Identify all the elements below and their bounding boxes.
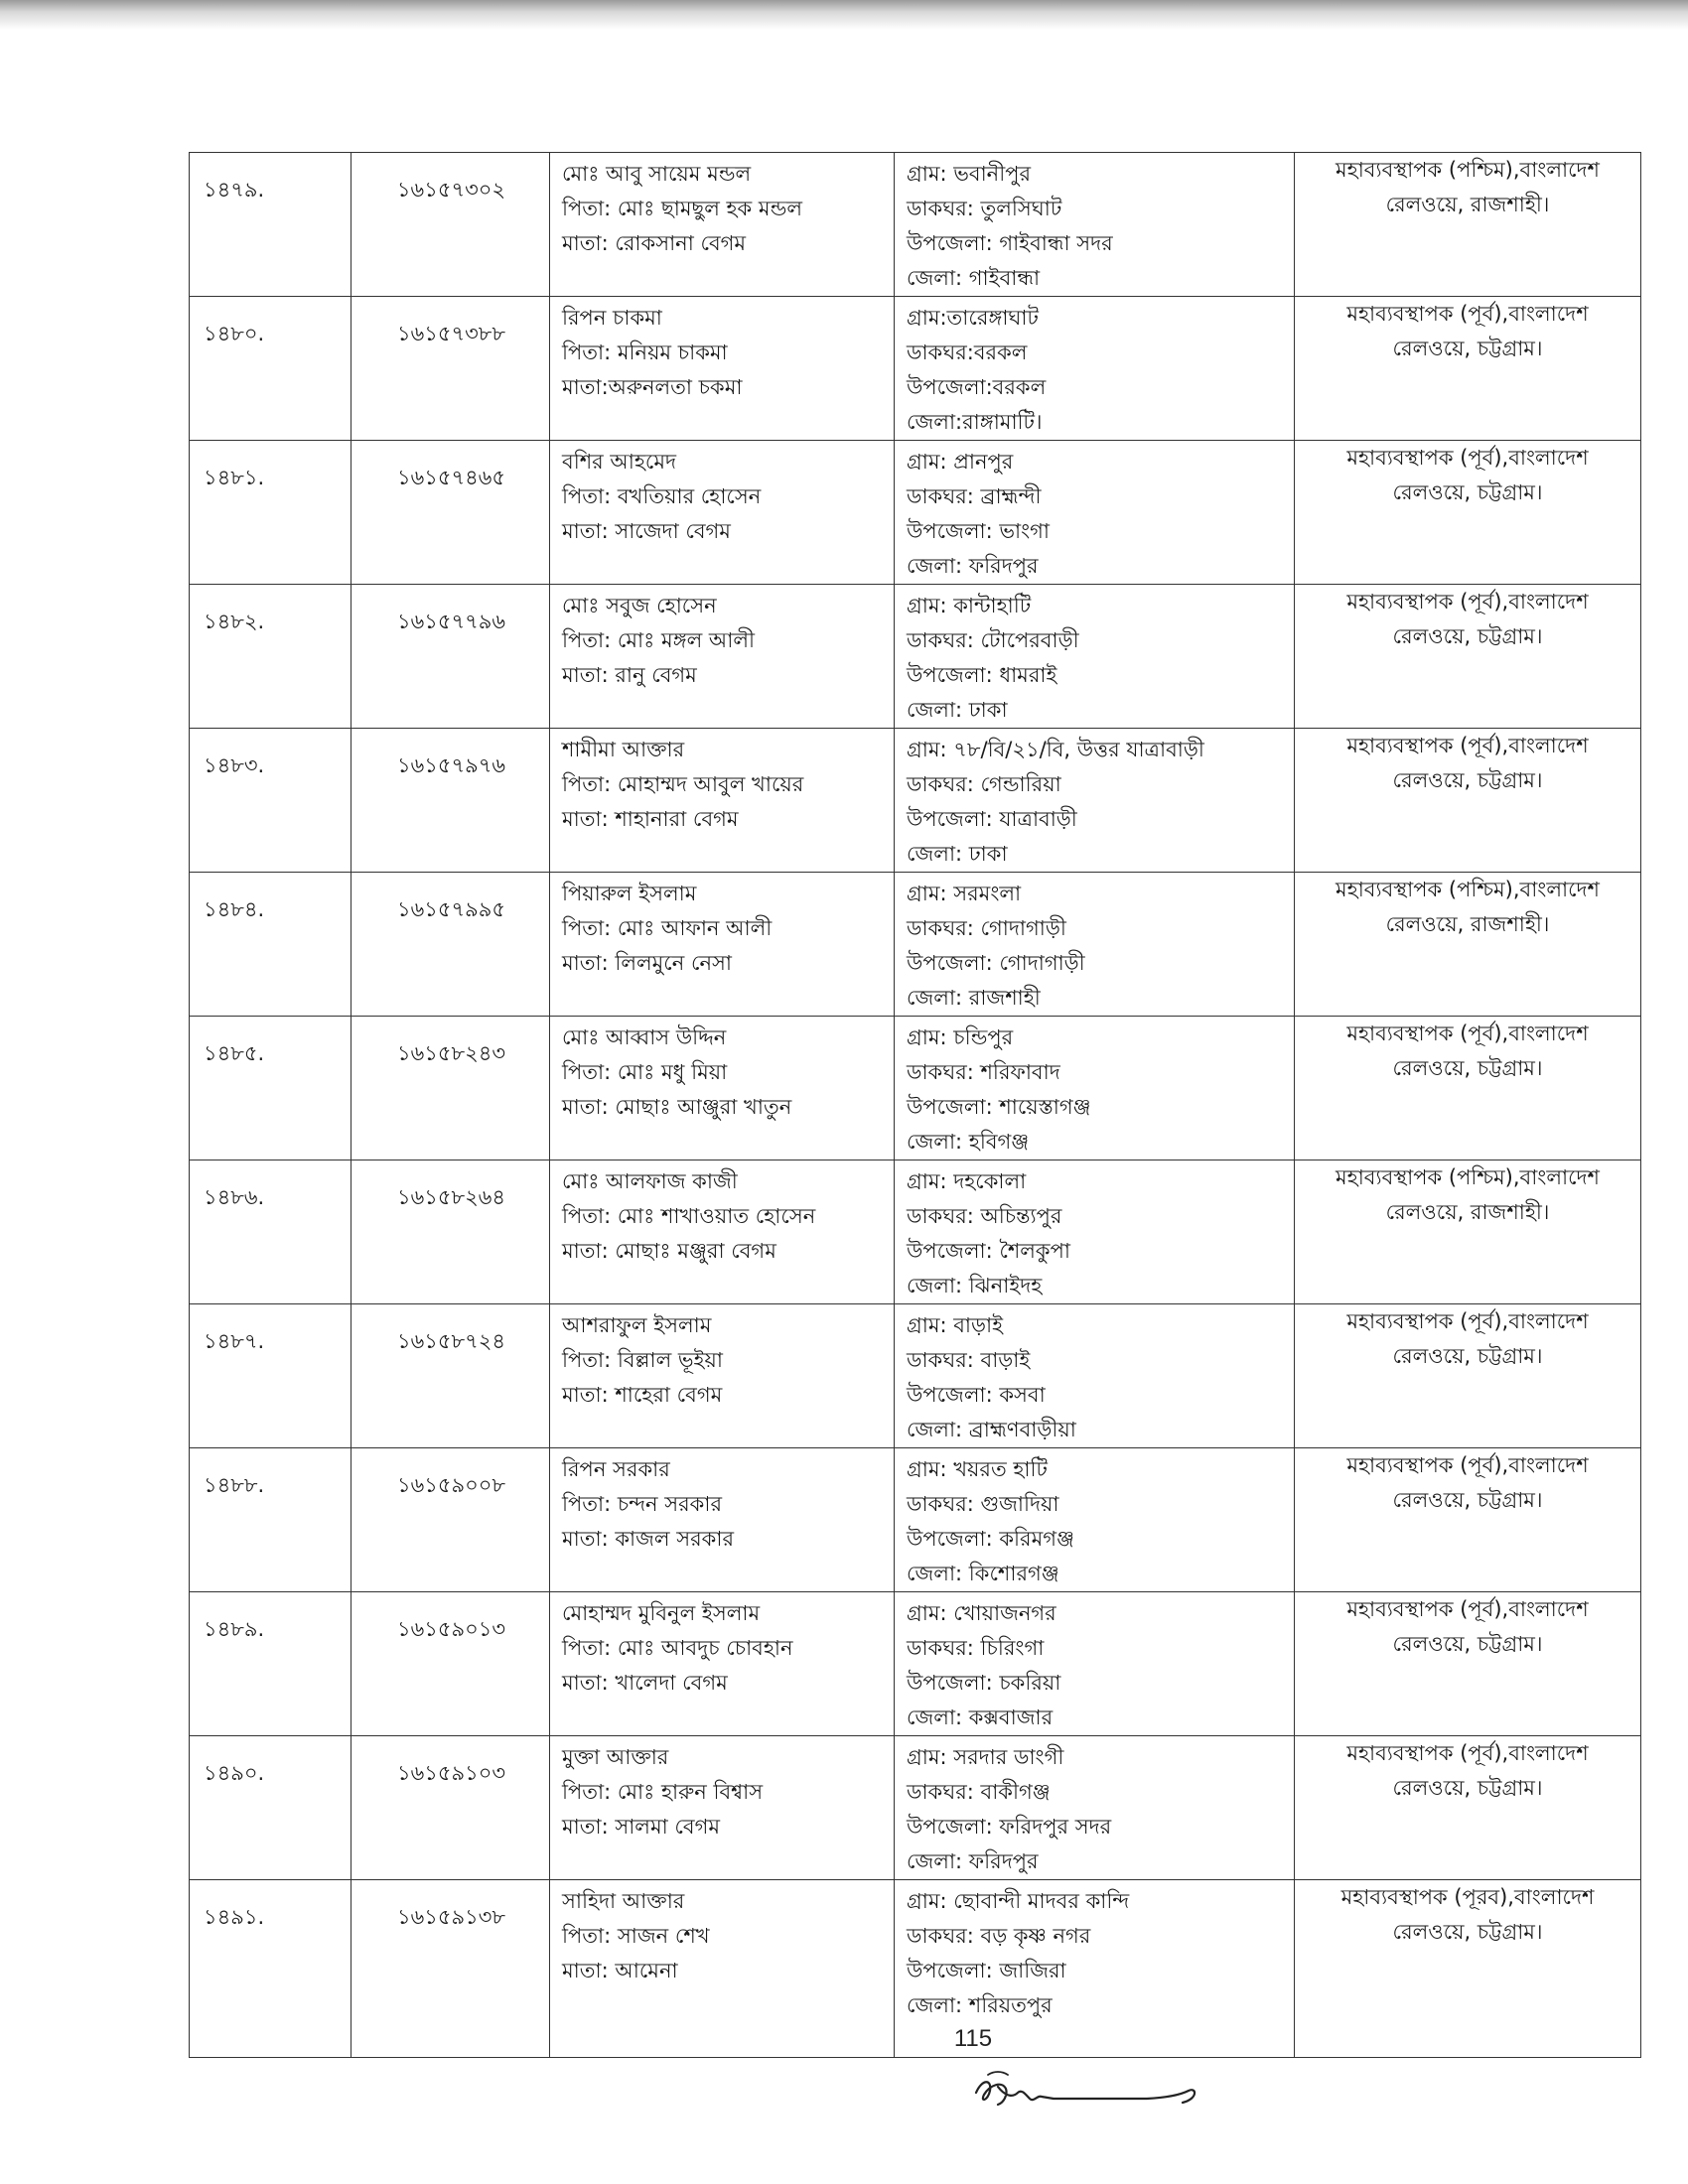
- serial-text: ১৪৮৪.: [204, 897, 265, 921]
- office-text: মহাব্যবস্থাপক (পূর্ব),বাংলাদেশ: [1346, 1453, 1589, 1477]
- table-row: [190, 1880, 1641, 2058]
- serial-cell: [190, 1160, 352, 1304]
- table-row: [190, 585, 1641, 729]
- office-text: মহাব্যবস্থাপক (পূর্ব),বাংলাদেশ: [1346, 446, 1589, 470]
- address-cell: [895, 1017, 1295, 1160]
- roll-cell: [352, 1880, 550, 2058]
- serial-cell: [190, 873, 352, 1017]
- address-cell: [895, 1736, 1295, 1880]
- serial-text: ১৪৮৭.: [204, 1329, 265, 1353]
- roll-text: ১৬১৫৮২৬৪: [396, 1185, 506, 1209]
- name-text: শামীমা আক্তার: [562, 738, 685, 761]
- roll-text: ১৬১৫৭৩০২: [396, 178, 506, 202]
- upazila-text: উপজেলা: ভাংগা: [907, 519, 1050, 543]
- name-cell: [550, 1880, 895, 2058]
- upazila-text: উপজেলা: কসবা: [907, 1383, 1046, 1407]
- table-row: [190, 1017, 1641, 1160]
- office-cell: [1295, 1880, 1641, 2058]
- name-cell: [550, 297, 895, 441]
- office-text: মহাব্যবস্থাপক (পশ্চিম),বাংলাদেশ: [1336, 1165, 1600, 1189]
- mother-text: মাতা: সাজেদা বেগম: [562, 519, 731, 543]
- office-text: মহাব্যবস্থাপক (পূর্ব),বাংলাদেশ: [1346, 1309, 1589, 1333]
- post-text: ডাকঘর: গেন্ডারিয়া: [907, 772, 1061, 796]
- address-cell: [895, 1160, 1295, 1304]
- office-text: রেলওয়ে, রাজশাহী।: [1385, 193, 1550, 216]
- father-text: পিতা: বিল্লাল ভূইয়া: [562, 1348, 723, 1372]
- roll-text: ১৬১৫৭৭৯৬: [396, 610, 506, 633]
- mother-text: মাতা: রানু বেগম: [562, 663, 697, 687]
- name-text: রিপন চাকমা: [562, 306, 662, 330]
- office-cell: [1295, 1017, 1641, 1160]
- district-text: জেলা: শরিয়তপুর: [907, 1993, 1053, 2017]
- office-text: মহাব্যবস্থাপক (পূরব),বাংলাদেশ: [1340, 1885, 1595, 1909]
- office-text: রেলওয়ে, রাজশাহী।: [1385, 1200, 1550, 1224]
- serial-text: ১৪৮৮.: [204, 1473, 265, 1497]
- candidate-table: [189, 152, 1641, 2058]
- name-text: রিপন সরকার: [562, 1457, 670, 1481]
- roll-text: ১৬১৫৭৩৮৮: [396, 322, 506, 345]
- village-text: গ্রাম: ছোবান্দী মাদবর কান্দি: [907, 1889, 1130, 1913]
- mother-text: মাতা: শাহেরা বেগম: [562, 1383, 723, 1407]
- serial-cell: [190, 441, 352, 585]
- post-text: ডাকঘর: বাকীগঞ্জ: [907, 1780, 1051, 1804]
- village-text: গ্রাম: প্রানপুর: [907, 450, 1014, 474]
- name-text: মোঃ আলফাজ কাজী: [562, 1169, 738, 1193]
- candidate-table-body: [190, 153, 1641, 2058]
- signature: [968, 2065, 1226, 2124]
- district-text: জেলা: ফরিদপুর: [907, 1849, 1039, 1873]
- roll-text: ১৬১৫৭৪৬৫: [396, 466, 506, 489]
- serial-cell: [190, 1448, 352, 1592]
- serial-cell: [190, 297, 352, 441]
- district-text: জেলা: ঢাকা: [907, 698, 1008, 722]
- father-text: পিতা: সাজন শেখ: [562, 1924, 710, 1948]
- village-text: গ্রাম: সরমংলা: [907, 882, 1022, 905]
- serial-text: ১৪৮৩.: [204, 753, 265, 777]
- serial-cell: [190, 1736, 352, 1880]
- roll-text: ১৬১৫৯০০৮: [396, 1473, 506, 1497]
- office-text: মহাব্যবস্থাপক (পূর্ব),বাংলাদেশ: [1346, 1597, 1589, 1621]
- name-cell: [550, 1017, 895, 1160]
- roll-text: ১৬১৫৭৯৭৬: [396, 753, 506, 777]
- name-text: মোঃ আবু সায়েম মন্ডল: [562, 162, 752, 186]
- village-text: গ্রাম: ভবানীপুর: [907, 162, 1032, 186]
- table-row: [190, 1448, 1641, 1592]
- father-text: পিতা: মোঃ আবদুচ চোবহান: [562, 1636, 793, 1660]
- village-text: গ্রাম: দহকোলা: [907, 1169, 1027, 1193]
- name-text: আশরাফুল ইসলাম: [562, 1313, 712, 1337]
- name-cell: [550, 585, 895, 729]
- address-cell: [895, 585, 1295, 729]
- office-text: মহাব্যবস্থাপক (পূর্ব),বাংলাদেশ: [1346, 734, 1589, 757]
- address-cell: [895, 153, 1295, 297]
- name-text: বশির আহমেদ: [562, 450, 677, 474]
- office-cell: [1295, 1592, 1641, 1736]
- office-cell: [1295, 153, 1641, 297]
- upazila-text: উপজেলা: জাজিরা: [907, 1959, 1066, 1982]
- office-cell: [1295, 297, 1641, 441]
- district-text: জেলা: কক্সবাজার: [907, 1706, 1054, 1729]
- office-cell: [1295, 585, 1641, 729]
- upazila-text: উপজেলা:বরকল: [907, 375, 1047, 399]
- office-text: রেলওয়ে, রাজশাহী।: [1385, 912, 1550, 936]
- roll-text: ১৬১৫৭৯৯৫: [396, 897, 506, 921]
- table-row: [190, 729, 1641, 873]
- serial-cell: [190, 1592, 352, 1736]
- serial-cell: [190, 729, 352, 873]
- post-text: ডাকঘর: গুজাদিয়া: [907, 1492, 1059, 1516]
- post-text: ডাকঘর: চিরিংগা: [907, 1636, 1045, 1660]
- office-text: রেলওয়ে, চট্টগ্রাম।: [1392, 1632, 1543, 1656]
- office-text: রেলওয়ে, চট্টগ্রাম।: [1392, 1056, 1543, 1080]
- name-cell: [550, 1304, 895, 1448]
- office-text: রেলওয়ে, চট্টগ্রাম।: [1392, 768, 1543, 792]
- upazila-text: উপজেলা: গোদাগাড়ী: [907, 951, 1085, 975]
- district-text: জেলা: গাইবান্ধা: [907, 266, 1041, 290]
- table-row: [190, 873, 1641, 1017]
- serial-cell: [190, 1304, 352, 1448]
- post-text: ডাকঘর: টোপেরবাড়ী: [907, 628, 1079, 652]
- office-cell: [1295, 441, 1641, 585]
- district-text: জেলা: ঢাকা: [907, 842, 1008, 866]
- roll-text: ১৬১৫৯১৩৮: [396, 1905, 506, 1929]
- post-text: ডাকঘর: শরিফাবাদ: [907, 1060, 1060, 1084]
- table-row: [190, 1736, 1641, 1880]
- roll-cell: [352, 585, 550, 729]
- office-text: রেলওয়ে, চট্টগ্রাম।: [1392, 1344, 1543, 1368]
- serial-cell: [190, 153, 352, 297]
- village-text: গ্রাম: কান্টাহাটি: [907, 594, 1032, 617]
- office-text: মহাব্যবস্থাপক (পূর্ব),বাংলাদেশ: [1346, 590, 1589, 614]
- upazila-text: উপজেলা: করিমগঞ্জ: [907, 1527, 1074, 1551]
- roll-cell: [352, 153, 550, 297]
- upazila-text: উপজেলা: চকরিয়া: [907, 1671, 1061, 1695]
- name-text: মোঃ আব্বাস উদ্দিন: [562, 1025, 727, 1049]
- serial-cell: [190, 1880, 352, 2058]
- serial-text: ১৪৮৯.: [204, 1617, 265, 1641]
- mother-text: মাতা: মোছাঃ আঞ্জুরা খাতুন: [562, 1095, 792, 1119]
- post-text: ডাকঘর: অচিন্ত্যপুর: [907, 1204, 1062, 1228]
- office-text: মহাব্যবস্থাপক (পূর্ব),বাংলাদেশ: [1346, 302, 1589, 326]
- post-text: ডাকঘর: গোদাগাড়ী: [907, 916, 1066, 940]
- office-cell: [1295, 1448, 1641, 1592]
- father-text: পিতা: মোঃ মধু মিয়া: [562, 1060, 728, 1084]
- post-text: ডাকঘর: তুলসিঘাট: [907, 197, 1062, 220]
- name-cell: [550, 441, 895, 585]
- mother-text: মাতা: কাজল সরকার: [562, 1527, 734, 1551]
- office-text: মহাব্যবস্থাপক (পশ্চিম),বাংলাদেশ: [1336, 878, 1600, 901]
- village-text: গ্রাম: খয়রত হাটি: [907, 1457, 1048, 1481]
- village-text: গ্রাম: খোয়াজনগর: [907, 1601, 1056, 1625]
- office-text: রেলওয়ে, চট্টগ্রাম।: [1392, 1776, 1543, 1800]
- roll-cell: [352, 1160, 550, 1304]
- name-cell: [550, 1160, 895, 1304]
- office-text: রেলওয়ে, চট্টগ্রাম।: [1392, 337, 1543, 360]
- serial-text: ১৪৯০.: [204, 1761, 265, 1785]
- mother-text: মাতা: খালেদা বেগম: [562, 1671, 728, 1695]
- mother-text: মাতা: সালমা বেগম: [562, 1815, 721, 1839]
- district-text: জেলা: হবিগঞ্জ: [907, 1130, 1030, 1154]
- roll-cell: [352, 729, 550, 873]
- roll-cell: [352, 1304, 550, 1448]
- name-cell: [550, 729, 895, 873]
- serial-text: ১৪৯১.: [204, 1905, 265, 1929]
- scan-edge-shadow: [0, 0, 1688, 30]
- address-cell: [895, 297, 1295, 441]
- office-text: মহাব্যবস্থাপক (পূর্ব),বাংলাদেশ: [1346, 1741, 1589, 1765]
- office-text: মহাব্যবস্থাপক (পশ্চিম),বাংলাদেশ: [1336, 158, 1600, 182]
- post-text: ডাকঘর: ব্রাহ্মন্দী: [907, 484, 1042, 508]
- district-text: জেলা: কিশোরগঞ্জ: [907, 1562, 1059, 1585]
- roll-text: ১৬১৫৮৭২৪: [396, 1329, 506, 1353]
- mother-text: মাতা: রোকসানা বেগম: [562, 231, 747, 255]
- father-text: পিতা: বখতিয়ার হোসেন: [562, 484, 762, 508]
- serial-cell: [190, 1017, 352, 1160]
- serial-text: ১৪৮৫.: [204, 1041, 265, 1065]
- post-text: ডাকঘর:বরকল: [907, 341, 1028, 364]
- address-cell: [895, 1448, 1295, 1592]
- name-text: মুক্তা আক্তার: [562, 1745, 669, 1769]
- roll-cell: [352, 441, 550, 585]
- district-text: জেলা: ব্রাহ্মণবাড়ীয়া: [907, 1418, 1076, 1441]
- village-text: গ্রাম: চন্ডিপুর: [907, 1025, 1014, 1049]
- roll-text: ১৬১৫৮২৪৩: [396, 1041, 506, 1065]
- roll-cell: [352, 1736, 550, 1880]
- page-number: 115: [953, 2025, 993, 2052]
- upazila-text: উপজেলা: যাত্রাবাড়ী: [907, 807, 1077, 831]
- serial-text: ১৪৮৬.: [204, 1185, 265, 1209]
- name-cell: [550, 153, 895, 297]
- address-cell: [895, 729, 1295, 873]
- office-cell: [1295, 1160, 1641, 1304]
- office-text: রেলওয়ে, চট্টগ্রাম।: [1392, 1920, 1543, 1944]
- father-text: পিতা: মোঃ শাখাওয়াত হোসেন: [562, 1204, 816, 1228]
- upazila-text: উপজেলা: ফরিদপুর সদর: [907, 1815, 1112, 1839]
- office-text: রেলওয়ে, চট্টগ্রাম।: [1392, 480, 1543, 504]
- district-text: জেলা: ঝিনাইদহ: [907, 1274, 1043, 1297]
- office-cell: [1295, 1736, 1641, 1880]
- serial-text: ১৪৮১.: [204, 466, 265, 489]
- post-text: ডাকঘর: বাড়াই: [907, 1348, 1031, 1372]
- upazila-text: উপজেলা: গাইবান্ধা সদর: [907, 231, 1113, 255]
- father-text: পিতা: মোঃ হারুন বিশ্বাস: [562, 1780, 764, 1804]
- district-text: জেলা:রাঙ্গামাটি।: [907, 410, 1043, 434]
- village-text: গ্রাম: সরদার ডাংগী: [907, 1745, 1064, 1769]
- mother-text: মাতা: আমেনা: [562, 1959, 678, 1982]
- serial-text: ১৪৮২.: [204, 610, 265, 633]
- address-cell: [895, 1592, 1295, 1736]
- office-text: মহাব্যবস্থাপক (পূর্ব),বাংলাদেশ: [1346, 1022, 1589, 1045]
- village-text: গ্রাম: বাড়াই: [907, 1313, 1004, 1337]
- office-cell: [1295, 1304, 1641, 1448]
- office-text: রেলওয়ে, চট্টগ্রাম।: [1392, 1488, 1543, 1512]
- roll-cell: [352, 873, 550, 1017]
- table-row: [190, 153, 1641, 297]
- upazila-text: উপজেলা: ধামরাই: [907, 663, 1057, 687]
- table-row: [190, 297, 1641, 441]
- name-cell: [550, 1448, 895, 1592]
- roll-cell: [352, 1592, 550, 1736]
- address-cell: [895, 441, 1295, 585]
- serial-cell: [190, 585, 352, 729]
- mother-text: মাতা:অরুনলতা চকমা: [562, 375, 743, 399]
- roll-cell: [352, 1017, 550, 1160]
- father-text: পিতা: মোঃ ছামছুল হক মন্ডল: [562, 197, 803, 220]
- roll-cell: [352, 297, 550, 441]
- name-text: মোঃ সবুজ হোসেন: [562, 594, 717, 617]
- district-text: জেলা: ফরিদপুর: [907, 554, 1039, 578]
- village-text: গ্রাম:তারেঙ্গাঘাট: [907, 306, 1039, 330]
- mother-text: মাতা: মোছাঃ মঞ্জুরা বেগম: [562, 1239, 776, 1263]
- roll-text: ১৬১৫৯০১৩: [396, 1617, 506, 1641]
- table-row: [190, 1592, 1641, 1736]
- upazila-text: উপজেলা: শৈলকুপা: [907, 1239, 1070, 1263]
- address-cell: [895, 1304, 1295, 1448]
- post-text: ডাকঘর: বড় কৃষ্ণ নগর: [907, 1924, 1091, 1948]
- name-cell: [550, 1736, 895, 1880]
- roll-text: ১৬১৫৯১০৩: [396, 1761, 506, 1785]
- mother-text: মাতা: লিলমুনে নেসা: [562, 951, 732, 975]
- father-text: পিতা: চন্দন সরকার: [562, 1492, 723, 1516]
- name-text: সাহিদা আক্তার: [562, 1889, 685, 1913]
- mother-text: মাতা: শাহানারা বেগম: [562, 807, 739, 831]
- serial-text: ১৪৮০.: [204, 322, 265, 345]
- table-row: [190, 1304, 1641, 1448]
- table-row: [190, 1160, 1641, 1304]
- name-cell: [550, 873, 895, 1017]
- office-cell: [1295, 729, 1641, 873]
- district-text: জেলা: রাজশাহী: [907, 986, 1041, 1010]
- father-text: পিতা: মোঃ আফান আলী: [562, 916, 773, 940]
- upazila-text: উপজেলা: শায়েস্তাগঞ্জ: [907, 1095, 1091, 1119]
- serial-text: ১৪৭৯.: [204, 178, 265, 202]
- father-text: পিতা: মোহাম্মদ আবুল খায়ের: [562, 772, 804, 796]
- father-text: পিতা: মনিয়ম চাকমা: [562, 341, 728, 364]
- address-cell: [895, 873, 1295, 1017]
- name-text: মোহাম্মদ মুবিনুল ইসলাম: [562, 1601, 761, 1625]
- village-text: গ্রাম: ৭৮/বি/২১/বি, উত্তর যাত্রাবাড়ী: [907, 738, 1204, 761]
- table-row: [190, 441, 1641, 585]
- father-text: পিতা: মোঃ মঙ্গল আলী: [562, 628, 756, 652]
- office-cell: [1295, 873, 1641, 1017]
- office-text: রেলওয়ে, চট্টগ্রাম।: [1392, 624, 1543, 648]
- roll-cell: [352, 1448, 550, 1592]
- name-cell: [550, 1592, 895, 1736]
- name-text: পিয়ারুল ইসলাম: [562, 882, 697, 905]
